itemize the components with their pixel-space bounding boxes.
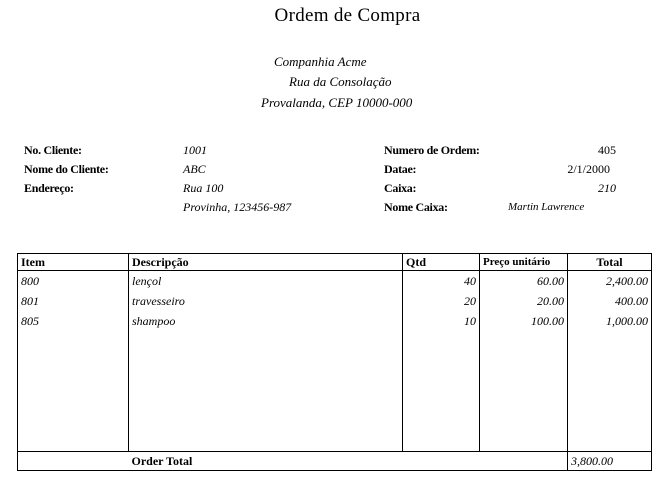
order-number-label: Numero de Ordem: bbox=[384, 143, 480, 157]
row-qty: 20 bbox=[403, 291, 480, 311]
table-row bbox=[18, 311, 652, 331]
row-item: 800 bbox=[18, 271, 129, 292]
customer-address-label: Endereço: bbox=[24, 181, 74, 195]
register-label: Caixa: bbox=[384, 181, 417, 195]
row-item: 801 bbox=[18, 291, 129, 311]
customer-name-label: Nome do Cliente: bbox=[24, 162, 109, 176]
table-empty-space bbox=[18, 331, 652, 452]
table-header-row bbox=[18, 254, 652, 271]
cashier-label: Nome Caixa: bbox=[384, 200, 448, 214]
order-number-value: 405 bbox=[598, 143, 616, 157]
cashier-value: Martin Lawrence bbox=[508, 201, 585, 213]
row-qty: 40 bbox=[403, 271, 480, 292]
table-row bbox=[18, 271, 652, 292]
customer-address-line1: Rua 100 bbox=[183, 181, 224, 195]
row-qty: 10 bbox=[403, 311, 480, 331]
order-date-value: 2/1/2000 bbox=[567, 162, 610, 176]
row-description: travesseiro bbox=[129, 291, 403, 311]
company-name: Companhia Acme bbox=[274, 54, 367, 69]
order-total-row bbox=[18, 452, 652, 471]
register-value: 210 bbox=[598, 181, 616, 195]
order-total-value: 3,800.00 bbox=[568, 452, 652, 471]
row-unit-price: 100.00 bbox=[480, 311, 568, 331]
customer-no-value: 1001 bbox=[183, 143, 207, 157]
company-street: Rua da Consolação bbox=[289, 74, 392, 89]
row-total: 2,400.00 bbox=[568, 271, 652, 292]
header-item: Item bbox=[18, 254, 129, 271]
header-total: Total bbox=[568, 254, 652, 271]
customer-name-value: ABC bbox=[183, 162, 206, 176]
company-city: Provalanda, CEP 10000-000 bbox=[261, 95, 413, 110]
header-description: Descripção bbox=[129, 254, 403, 271]
row-description: shampoo bbox=[129, 311, 403, 331]
row-unit-price: 20.00 bbox=[480, 291, 568, 311]
row-description: lençol bbox=[129, 271, 403, 292]
header-qty: Qtd bbox=[403, 254, 480, 271]
order-total-label: Order Total bbox=[129, 452, 568, 471]
table-row bbox=[18, 291, 652, 311]
header-unit-price: Preço unitário bbox=[480, 254, 568, 271]
customer-address-line2: Provinha, 123456-987 bbox=[183, 200, 292, 214]
order-date-label: Datae: bbox=[384, 162, 417, 176]
row-total: 400.00 bbox=[568, 291, 652, 311]
document-title: Ordem de Compra bbox=[274, 5, 421, 26]
order-items-table bbox=[17, 253, 652, 471]
row-total: 1,000.00 bbox=[568, 311, 652, 331]
customer-no-label: No. Cliente: bbox=[24, 143, 82, 157]
row-unit-price: 60.00 bbox=[480, 271, 568, 292]
row-item: 805 bbox=[18, 311, 129, 331]
